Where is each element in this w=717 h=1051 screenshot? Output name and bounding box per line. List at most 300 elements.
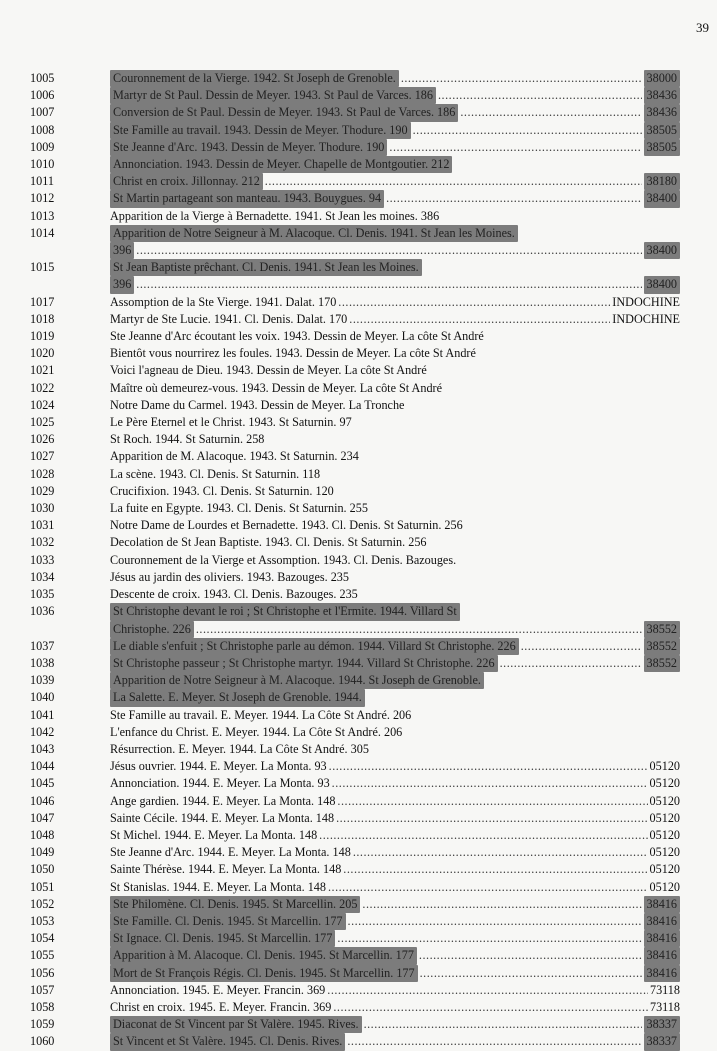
entry-code: 38400 [644, 242, 680, 259]
entry-title: La Salette. E. Meyer. St Joseph de Grenoble. 1944. [110, 689, 365, 706]
entry-row [30, 982, 680, 999]
entry-line [110, 70, 680, 87]
entry-line [110, 328, 680, 345]
entry-number: 1030 [30, 501, 55, 516]
entry-line [110, 466, 680, 483]
entry-line [110, 982, 680, 999]
entry-title: Résurrection. E. Meyer. 1944. La Côte St André. 305 [110, 741, 369, 756]
entry-row [30, 741, 680, 758]
entry-line [110, 122, 680, 139]
entry-body [110, 208, 680, 225]
entry-body [110, 672, 680, 689]
entry-body [110, 913, 680, 930]
entry-title: Ste Philomène. Cl. Denis. 1945. St Marcellin. 205 [110, 896, 360, 913]
entry-line [110, 104, 680, 121]
entry-title: St Ignace. Cl. Denis. 1945. St Marcellin. 177 [110, 930, 335, 947]
entry-row [30, 861, 680, 878]
entry-number: 1017 [30, 294, 55, 309]
entry-code: 38552 [644, 621, 680, 638]
entry-body [110, 1016, 680, 1033]
entry-number: 1020 [30, 346, 55, 361]
entry-body [110, 466, 680, 483]
entry-body [110, 397, 680, 414]
entry-line [110, 741, 680, 758]
entry-line [110, 827, 680, 844]
entry-body [110, 586, 680, 603]
entry-body [110, 775, 680, 792]
entry-code: 38552 [644, 655, 680, 672]
entry-line [110, 190, 680, 207]
entry-number: 1026 [30, 432, 55, 447]
entry-code: 38416 [644, 947, 680, 964]
entry-row [30, 672, 680, 689]
entry-title: Jésus au jardin des oliviers. 1943. Bazouges. 235 [110, 569, 349, 584]
dot-leader [265, 173, 642, 190]
dot-leader [136, 276, 641, 293]
entry-number: 1008 [30, 122, 55, 137]
entry-row [30, 879, 680, 896]
entry-line [110, 294, 680, 311]
entry-number: 1032 [30, 535, 55, 550]
dot-leader [319, 827, 647, 844]
entry-number: 1022 [30, 380, 55, 395]
entry-number: 1010 [30, 157, 55, 172]
dot-leader [419, 947, 642, 964]
entry-row [30, 500, 680, 517]
dot-leader [349, 311, 610, 328]
entry-number: 1042 [30, 724, 55, 739]
dot-leader [348, 913, 642, 930]
entry-body [110, 999, 680, 1016]
entry-line [110, 311, 680, 328]
entry-line [110, 707, 680, 724]
entry-number: 1052 [30, 896, 55, 911]
entry-number: 1014 [30, 225, 55, 240]
entry-number: 1044 [30, 759, 55, 774]
entry-title: Notre Dame de Lourdes et Bernadette. 1943. Cl. Denis. St Saturnin. 256 [110, 518, 463, 533]
entry-body [110, 638, 680, 655]
entry-title: St Stanislas. 1944. E. Meyer. La Monta. 148 [110, 879, 326, 894]
entry-line [110, 500, 680, 517]
entry-title: St Christophe passeur ; St Christophe martyr. 1944. Villard St Christophe. 226 [110, 655, 498, 672]
entry-body [110, 517, 680, 534]
entry-row [30, 1016, 680, 1033]
entry-title: La scène. 1943. Cl. Denis. St Saturnin. 118 [110, 466, 321, 481]
entry-row [30, 466, 680, 483]
entry-row [30, 70, 680, 87]
entry-number: 1059 [30, 1017, 55, 1032]
entry-line [110, 724, 680, 741]
entry-code: 05120 [649, 759, 680, 774]
entry-code: 38436 [644, 87, 680, 104]
dot-leader [329, 758, 648, 775]
entry-body [110, 139, 680, 156]
entry-title: Christ en croix. 1945. E. Meyer. Francin. 369 [110, 999, 332, 1014]
entry-line [110, 844, 680, 861]
entry-line [110, 517, 680, 534]
entry-number: 1005 [30, 71, 55, 85]
entry-title: Christ en croix. Jillonnay. 212 [110, 173, 263, 190]
entry-line [110, 431, 680, 448]
entry-line [110, 896, 680, 913]
entry-body [110, 930, 680, 947]
entry-body [110, 431, 680, 448]
entry-number: 1046 [30, 793, 55, 808]
entry-number: 1051 [30, 879, 55, 894]
entry-number: 1038 [30, 655, 55, 670]
entry-row [30, 294, 680, 311]
page-number: 39 [696, 20, 709, 35]
entry-title: Apparition de la Vierge à Bernadette. 1941. St Jean les moines. 386 [110, 208, 440, 223]
entry-row [30, 104, 680, 121]
entry-number: 1041 [30, 707, 55, 722]
entry-row [30, 328, 680, 345]
entry-body [110, 724, 680, 741]
entry-row [30, 930, 680, 947]
entry-line [110, 672, 680, 689]
entry-number: 1034 [30, 569, 55, 584]
entry-title: Voici l'agneau de Dieu. 1943. Dessin de Meyer. La côte St André [110, 363, 427, 378]
entry-code: 38416 [644, 930, 680, 947]
entry-code: 73118 [649, 999, 680, 1014]
entry-line [110, 999, 680, 1016]
entry-body [110, 362, 680, 379]
dot-leader [413, 122, 642, 139]
entry-body [110, 380, 680, 397]
entry-code: INDOCHINE [612, 294, 680, 309]
entry-body [110, 707, 680, 724]
entry-row [30, 1033, 680, 1050]
entry-number: 1035 [30, 587, 55, 602]
entry-body [110, 173, 680, 190]
entry-title: Le Père Eternel et le Christ. 1943. St Saturnin. 97 [110, 415, 352, 430]
entry-row [30, 655, 680, 672]
entry-row [30, 810, 680, 827]
entry-title: Sainte Thérèse. 1944. E. Meyer. La Monta. 148 [110, 862, 342, 877]
entry-body [110, 534, 680, 551]
entry-body [110, 448, 680, 465]
entry-title: Apparition à M. Alacoque. Cl. Denis. 1945. St Marcellin. 177 [110, 947, 417, 964]
entry-line [110, 689, 680, 706]
dot-leader [386, 190, 641, 207]
entry-line [110, 156, 680, 173]
entry-body [110, 827, 680, 844]
entry-row [30, 707, 680, 724]
entry-row [30, 534, 680, 551]
entry-title: Couronnement de la Vierge et Assomption. 1943. Cl. Denis. Bazouges. [110, 552, 457, 567]
entry-code: 38552 [644, 638, 680, 655]
entry-row [30, 362, 680, 379]
entry-number: 1056 [30, 965, 55, 980]
entry-code: 05120 [649, 776, 680, 791]
entry-title: La fuite en Egypte. 1943. Cl. Denis. St Saturnin. 255 [110, 501, 368, 516]
entry-title: Apparition de Notre Seigneur à M. Alacoque. 1944. St Joseph de Grenoble. [110, 672, 484, 689]
dot-leader [327, 982, 648, 999]
entry-line [110, 173, 680, 190]
entry-number: 1024 [30, 397, 55, 412]
entry-number: 1037 [30, 638, 55, 653]
entry-title: Apparition de Notre Seigneur à M. Alacoque. Cl. Denis. 1941. St Jean les Moines. [110, 225, 518, 242]
entry-row [30, 448, 680, 465]
entry-line [110, 1033, 680, 1050]
entry-body [110, 225, 680, 259]
entry-title: St Jean Baptiste prêchant. Cl. Denis. 1941. St Jean les Moines. [110, 259, 422, 276]
entry-line [110, 414, 680, 431]
dot-leader [364, 1016, 642, 1033]
entry-title: Ste Jeanne d'Arc écoutant les voix. 1943. Dessin de Meyer. La côte St André [110, 329, 484, 344]
entry-body [110, 655, 680, 672]
entry-body [110, 294, 680, 311]
catalog-list [30, 70, 680, 1051]
entry-title: Couronnement de la Vierge. 1942. St Joseph de Grenoble. [110, 70, 399, 87]
entry-row [30, 87, 680, 104]
entry-body [110, 569, 680, 586]
entry-row [30, 586, 680, 603]
dot-leader [336, 810, 647, 827]
entry-code: 38000 [644, 70, 680, 87]
entry-row [30, 139, 680, 156]
entry-line [110, 276, 680, 293]
entry-code: 38337 [644, 1016, 680, 1033]
entry-line [110, 345, 680, 362]
entry-code: 38436 [644, 104, 680, 121]
entry-body [110, 896, 680, 913]
dot-leader [337, 793, 647, 810]
dot-leader [338, 294, 610, 311]
entry-number: 1027 [30, 449, 55, 464]
entry-body [110, 328, 680, 345]
dot-leader [136, 242, 641, 259]
entry-title: Annonciation. 1944. E. Meyer. La Monta. 93 [110, 776, 330, 791]
entry-line [110, 483, 680, 500]
dot-leader [438, 87, 642, 104]
entry-line [110, 242, 680, 259]
entry-row [30, 793, 680, 810]
entry-number: 1058 [30, 999, 55, 1014]
dot-leader [343, 861, 647, 878]
entry-title: Martyr de St Paul. Dessin de Meyer. 1943. St Paul de Varces. 186 [110, 87, 436, 104]
entry-body [110, 758, 680, 775]
entry-title: St Christophe devant le roi ; St Christophe et l'Ermite. 1944. Villard St [110, 603, 460, 620]
entry-row [30, 724, 680, 741]
entry-line [110, 655, 680, 672]
entry-body [110, 500, 680, 517]
entry-body [110, 965, 680, 982]
entry-body [110, 810, 680, 827]
entry-code: 38180 [644, 173, 680, 190]
entry-line [110, 552, 680, 569]
entry-title: St Michel. 1944. E. Meyer. La Monta. 148 [110, 827, 318, 842]
entry-title: Apparition de M. Alacoque. 1943. St Saturnin. 234 [110, 449, 359, 464]
entry-line [110, 87, 680, 104]
entry-code: 05120 [649, 827, 680, 842]
entry-title: Annonciation. 1945. E. Meyer. Francin. 369 [110, 982, 326, 997]
entry-title: L'enfance du Christ. E. Meyer. 1944. La Côte St André. 206 [110, 724, 403, 739]
entry-number: 1045 [30, 776, 55, 791]
entry-body [110, 603, 680, 637]
entry-row [30, 431, 680, 448]
entry-number: 1040 [30, 690, 55, 705]
entry-row [30, 483, 680, 500]
entry-number: 1050 [30, 862, 55, 877]
entry-title: Ste Jeanne d'Arc. 1943. Dessin de Meyer. Thodure. 190 [110, 139, 387, 156]
entry-row [30, 552, 680, 569]
entry-title: Bientôt vous nourrirez les foules. 1943. Dessin de Meyer. La côte St André [110, 346, 476, 361]
entry-body [110, 70, 680, 87]
entry-row [30, 259, 680, 293]
entry-title-continued: 396 [110, 276, 134, 293]
entry-row [30, 947, 680, 964]
entry-number: 1033 [30, 552, 55, 567]
entry-body [110, 879, 680, 896]
entry-line [110, 638, 680, 655]
entry-body [110, 689, 680, 706]
entry-number: 1055 [30, 948, 55, 963]
entry-number: 1031 [30, 518, 55, 533]
entry-row [30, 173, 680, 190]
entry-title: Ste Jeanne d'Arc. 1944. E. Meyer. La Monta. 148 [110, 845, 351, 860]
entry-line [110, 621, 680, 638]
entry-title: Crucifixion. 1943. Cl. Denis. St Saturnin. 120 [110, 483, 334, 498]
entry-title: Conversion de St Paul. Dessin de Meyer. 1943. St Paul de Varces. 186 [110, 104, 458, 121]
entry-title: St Vincent et St Valère. 1945. Cl. Denis. Rives. [110, 1033, 345, 1050]
dot-leader [500, 655, 642, 672]
entry-number: 1053 [30, 913, 55, 928]
entry-number: 1057 [30, 982, 55, 997]
entry-line [110, 947, 680, 964]
entry-body [110, 414, 680, 431]
dot-leader [328, 879, 648, 896]
entry-line [110, 775, 680, 792]
dot-leader [337, 930, 641, 947]
entry-number: 1049 [30, 845, 55, 860]
entry-line [110, 758, 680, 775]
entry-row [30, 689, 680, 706]
dot-leader [333, 999, 648, 1016]
entry-title: Descente de croix. 1943. Cl. Denis. Bazouges. 235 [110, 587, 358, 602]
dot-leader [389, 139, 641, 156]
entry-title-continued: 396 [110, 242, 134, 259]
entry-body [110, 947, 680, 964]
entry-line [110, 861, 680, 878]
entry-title: Ste Famille au travail. 1943. Dessin de Meyer. Thodure. 190 [110, 122, 411, 139]
entry-code: 38505 [644, 139, 680, 156]
entry-title: Ste Famille. Cl. Denis. 1945. St Marcellin. 177 [110, 913, 346, 930]
entry-body [110, 861, 680, 878]
entry-row [30, 414, 680, 431]
entry-number: 1018 [30, 311, 55, 326]
entry-code: 38400 [644, 190, 680, 207]
entry-number: 1060 [30, 1034, 55, 1049]
entry-row [30, 913, 680, 930]
entry-row [30, 896, 680, 913]
entry-code: 05120 [649, 879, 680, 894]
dot-leader [362, 896, 641, 913]
entry-title: St Martin partageant son manteau. 1943. Bouygues. 94 [110, 190, 384, 207]
entry-number: 1043 [30, 741, 55, 756]
entry-title: Mort de St François Régis. Cl. Denis. 1945. St Marcellin. 177 [110, 965, 418, 982]
entry-number: 1029 [30, 483, 55, 498]
entry-title: Jésus ouvrier. 1944. E. Meyer. La Monta. 93 [110, 759, 327, 774]
entry-body [110, 87, 680, 104]
entry-code: 38337 [644, 1033, 680, 1050]
entry-number: 1047 [30, 810, 55, 825]
entry-number: 1013 [30, 208, 55, 223]
entry-code: 38416 [644, 896, 680, 913]
entry-line [110, 448, 680, 465]
entry-title: Martyr de Ste Lucie. 1941. Cl. Denis. Dalat. 170 [110, 311, 348, 326]
entry-line [110, 603, 680, 620]
entry-line [110, 930, 680, 947]
entry-line [110, 534, 680, 551]
entry-number: 1028 [30, 466, 55, 481]
entry-code: 38400 [644, 276, 680, 293]
entry-line [110, 586, 680, 603]
entry-line [110, 362, 680, 379]
entry-line [110, 965, 680, 982]
entry-code: 38416 [644, 913, 680, 930]
entry-line [110, 139, 680, 156]
entry-title: Sainte Cécile. 1944. E. Meyer. La Monta. 148 [110, 810, 335, 825]
entry-row [30, 122, 680, 139]
entry-body [110, 156, 680, 173]
entry-row [30, 190, 680, 207]
entry-title: Assomption de la Ste Vierge. 1941. Dalat. 170 [110, 294, 337, 309]
entry-body [110, 483, 680, 500]
entry-body [110, 259, 680, 293]
entry-body [110, 311, 680, 328]
entry-line [110, 380, 680, 397]
entry-line [110, 397, 680, 414]
entry-number: 1019 [30, 329, 55, 344]
dot-leader [420, 965, 642, 982]
entry-body [110, 190, 680, 207]
entry-code: 05120 [649, 845, 680, 860]
entry-line [110, 793, 680, 810]
entry-row [30, 638, 680, 655]
entry-number: 1025 [30, 415, 55, 430]
entry-row [30, 345, 680, 362]
dot-leader [347, 1033, 641, 1050]
entry-row [30, 569, 680, 586]
entry-body [110, 1033, 680, 1050]
entry-title: Ste Famille au travail. E. Meyer. 1944. La Côte St André. 206 [110, 707, 412, 722]
entry-number: 1015 [30, 260, 55, 275]
entry-code: 38505 [644, 122, 680, 139]
entry-title: St Roch. 1944. St Saturnin. 258 [110, 432, 265, 447]
entry-row [30, 225, 680, 259]
entry-title: Annonciation. 1943. Dessin de Meyer. Chapelle de Montgoutier. 212 [110, 156, 452, 173]
entry-code: 73118 [649, 982, 680, 997]
entry-line [110, 1016, 680, 1033]
entry-body [110, 793, 680, 810]
dot-leader [196, 621, 642, 638]
entry-title: Ange gardien. 1944. E. Meyer. La Monta. 148 [110, 793, 336, 808]
entry-code: 05120 [649, 810, 680, 825]
entry-number: 1054 [30, 931, 55, 946]
entry-code: INDOCHINE [612, 311, 680, 326]
entry-number: 1011 [30, 174, 54, 189]
entry-row [30, 156, 680, 173]
entry-row [30, 827, 680, 844]
entry-body [110, 741, 680, 758]
entry-number: 1039 [30, 673, 55, 688]
entry-body [110, 122, 680, 139]
entry-line [110, 259, 680, 276]
entry-line [110, 879, 680, 896]
entry-row [30, 965, 680, 982]
entry-title: Decolation de St Jean Baptiste. 1943. Cl. Denis. St Saturnin. 256 [110, 535, 427, 550]
